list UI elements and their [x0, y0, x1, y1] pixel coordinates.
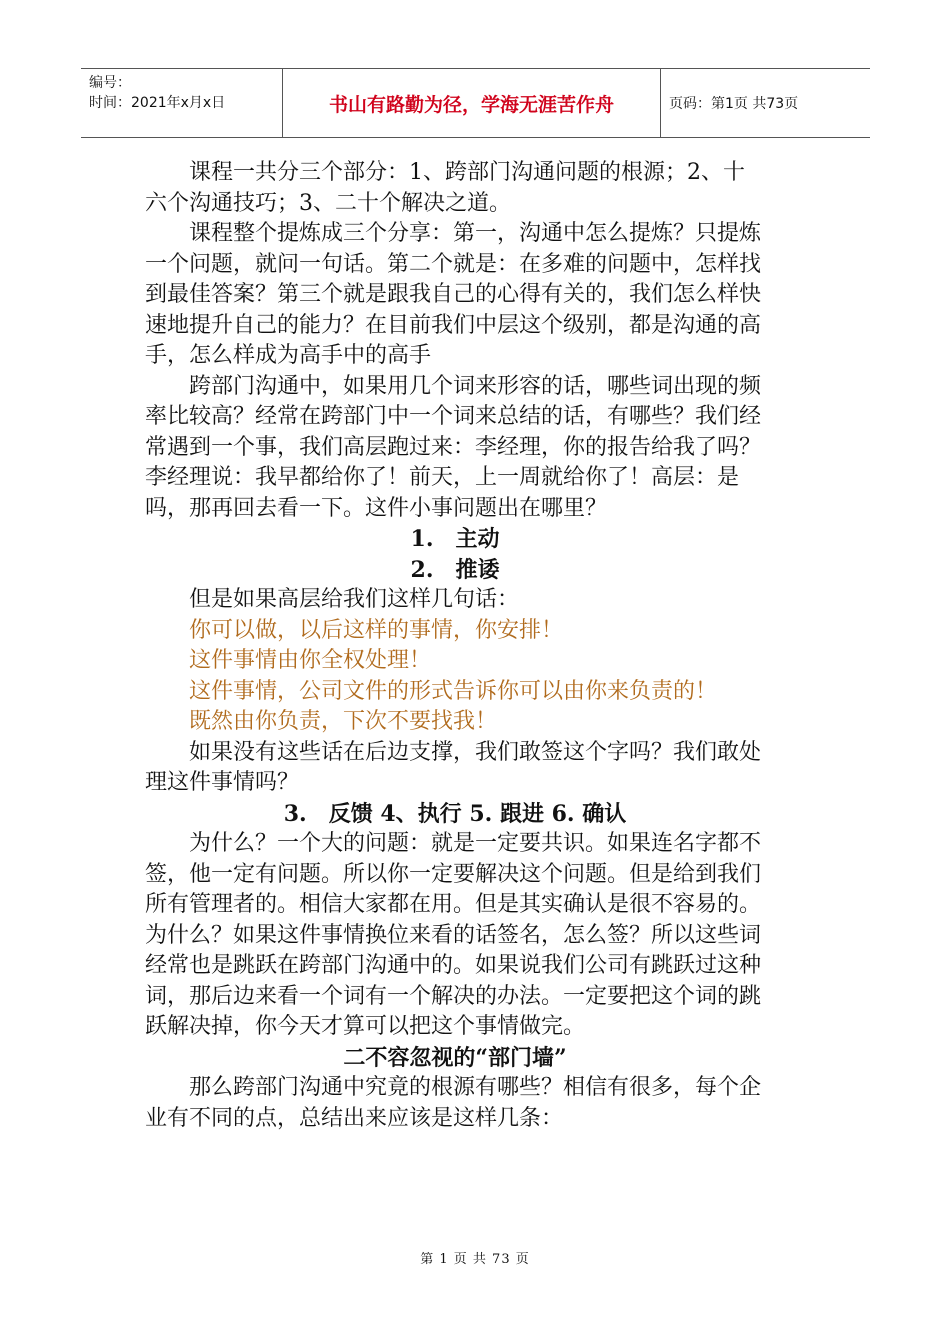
header-page-info: 页码：第1页 共73页	[669, 96, 799, 112]
paragraph-cross-dept-words: 跨部门沟通中，如果用几个词来形容的话，哪些词出现的频率比较高？经常在跨部门中一个词来总结的话，有哪些？我们经常遇到一个事，我们高层跑过来：李经理，你的报告给我了吗？李经理说：我早都给你了！前天，上一周就给你了！高层：是吗，那再回去看一下。这件小事问题出在哪里？	[145, 373, 762, 521]
paragraph-root-causes: 那么跨部门沟通中究竟的根源有哪些？相信有很多，每个企业有不同的点，总结出来应该是这样几条：	[145, 1075, 762, 1131]
serial-number-label: 编号：	[89, 75, 131, 91]
header-motto: 书山有路勤为径，学海无涯苦作舟	[283, 69, 661, 137]
paragraph-leader-words: 但是如果高层给我们这样几句话：	[189, 587, 520, 612]
heading-initiative: 1. 主动	[410, 526, 500, 552]
heading-department-wall: 二不容忽视的“部门墙”	[343, 1044, 567, 1071]
paragraph-support: 如果没有这些话在后边支撑，我们敢签这个字吗？我们敢处理这件事情吗？	[145, 739, 762, 795]
paragraph-course-summary: 课程整个提炼成三个分享：第一，沟通中怎么提炼？只提炼一个问题，就问一句话。第二个就是：在多难的问题中，怎样找到最佳答案？第三个就是跟我自己的心得有关的，我们怎么样快速地提升自己的能力？在目前我们中层这个级别，都是沟通的高手，怎么样成为高手中的高手	[145, 221, 762, 368]
document-header	[81, 68, 870, 138]
quote-line-2: 这件事情由你全权处理！	[189, 648, 432, 673]
quote-line-4: 既然由你负责，下次不要找我！	[189, 709, 498, 734]
heading-shirk: 2. 推诿	[410, 556, 500, 583]
paragraph-course-parts: 课程一共分三个部分：1、跨部门沟通问题的根源；2、十六个沟通技巧；3、二十个解决之道。	[145, 160, 745, 216]
heading-feedback-steps: 3. 反馈 4、执行 5. 跟进 6. 确认	[283, 800, 627, 827]
quote-line-1: 你可以做，以后这样的事情，你安排！	[189, 617, 564, 643]
quote-line-3: 这件事情，公司文件的形式告诉你可以由你来负责的！	[189, 678, 718, 704]
header-meta	[81, 69, 283, 137]
page-footer: 第 1 页 共 73 页	[420, 1252, 530, 1267]
document-body	[145, 158, 765, 1134]
paragraph-consensus: 为什么？一个大的问题：就是一定要共识。如果连名字都不签，他一定有问题。所以你一定要解决这个问题。但是给到我们所有管理者的。相信大家都在用。但是其实确认是很不容易的。为什么？如果这件事情换位来看的话签名，怎么签？所以这些词经常也是跳跃在跨部门沟通中的。如果说我们公司有跳跃过这种词，那后边来看一个词有一个解决的办法。一定要把这个词的跳跃解决掉，你今天才算可以把这个事情做完。	[145, 831, 762, 1039]
time-label: 时间：2021年x月x日	[89, 95, 226, 111]
